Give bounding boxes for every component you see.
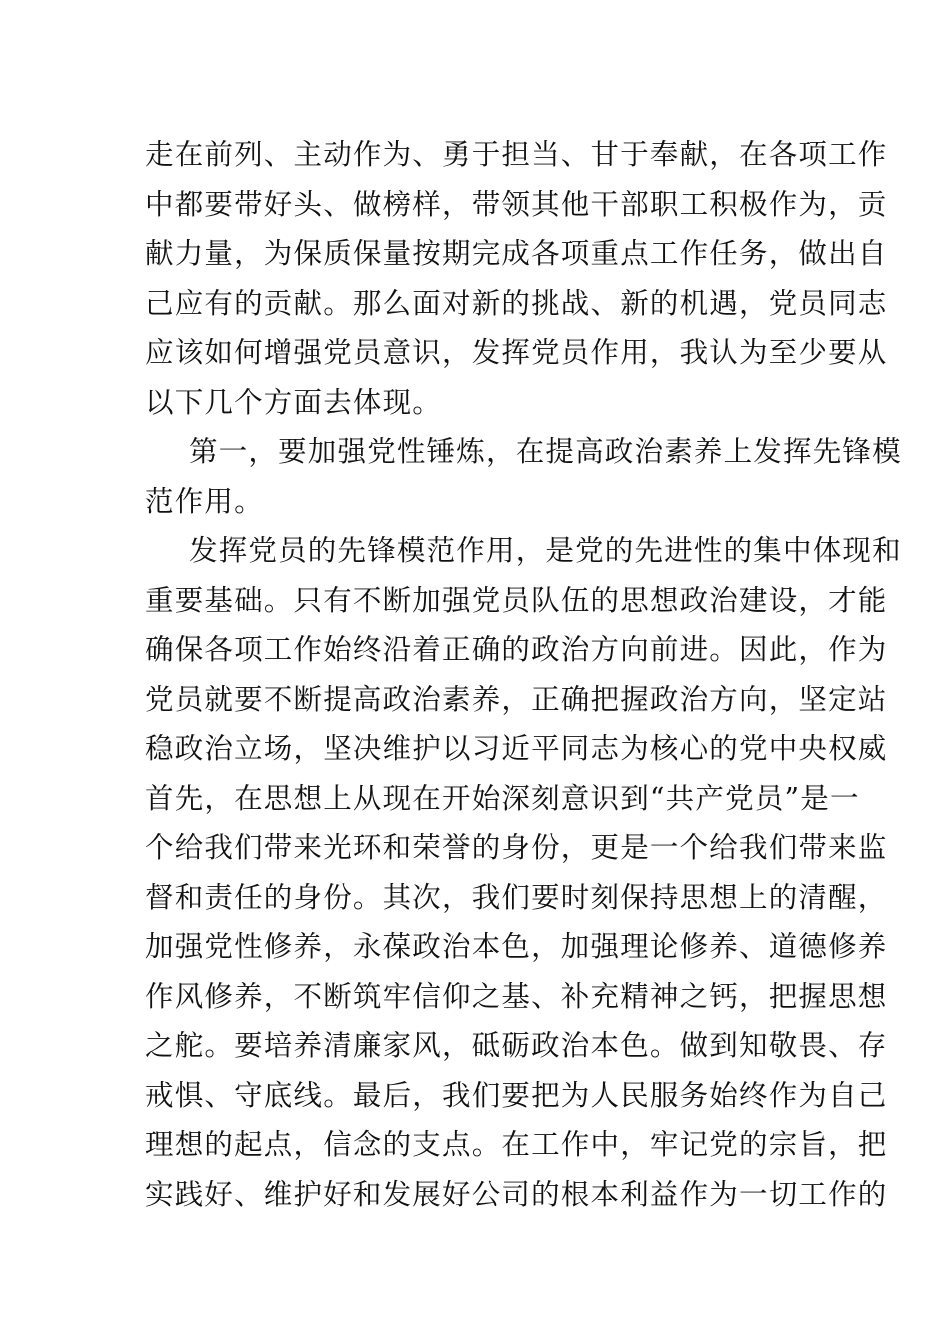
text-line: 献力量，为保质保量按期完成各项重点工作任务，做出自 [145, 237, 888, 270]
text-line: 确保各项工作始终沿着正确的政治方向前进。因此，作为 [145, 633, 888, 666]
text-line: 重要基础。只有不断加强党员队伍的思想政治建设，才能 [145, 583, 888, 617]
text-line: 戒惧、守底线。最后，我们要把为人民服务始终作为自己 [145, 1078, 888, 1112]
text-line: 己应有的贡献。那么面对新的挑战、新的机遇，党员同志 [145, 286, 888, 320]
text-line: 个给我们带来光环和荣誉的身份，更是一个给我们带来监 [145, 831, 888, 864]
text-line: 党员就要不断提高政治素养，正确把握政治方向，坚定站 [145, 682, 888, 716]
text-line: 第一，要加强党性锤炼，在提高政治素养上发挥先锋模 [189, 435, 902, 468]
text-line: 首先，在思想上从现在开始深刻意识到“共产党员”是一 [145, 781, 860, 815]
text-line: 应该如何增强党员意识，发挥党员作用，我认为至少要从 [145, 336, 888, 369]
text-line: 实践好、维护好和发展好公司的根本利益作为一切工作的 [145, 1177, 888, 1211]
text-line: 督和责任的身份。其次，我们要时刻保持思想上的清醒， [145, 880, 888, 914]
text-line: 以下几个方面去体现。 [145, 385, 443, 419]
text-line: 作风修养，不断筑牢信仰之基、补充精神之钙，把握思想 [145, 979, 888, 1013]
body-text [145, 130, 902, 1219]
text-line: 范作用。 [145, 484, 264, 518]
text-line: 发挥党员的先锋模范作用，是党的先进性的集中体现和 [189, 534, 902, 567]
text-line: 加强党性修养，永葆政治本色，加强理论修养、道德修养 [145, 930, 888, 963]
text-line: 中都要带好头、做榜样，带领其他干部职工积极作为，贡 [145, 187, 888, 221]
text-line: 理想的起点，信念的支点。在工作中，牢记党的宗旨，把 [145, 1128, 888, 1161]
text-line: 走在前列、主动作为、勇于担当、甘于奉献，在各项工作 [145, 138, 888, 171]
text-line: 之舵。要培养清廉家风，砥砺政治本色。做到知敬畏、存 [145, 1029, 888, 1062]
text-line: 稳政治立场，坚决维护以习近平同志为核心的党中央权威 [145, 732, 888, 765]
